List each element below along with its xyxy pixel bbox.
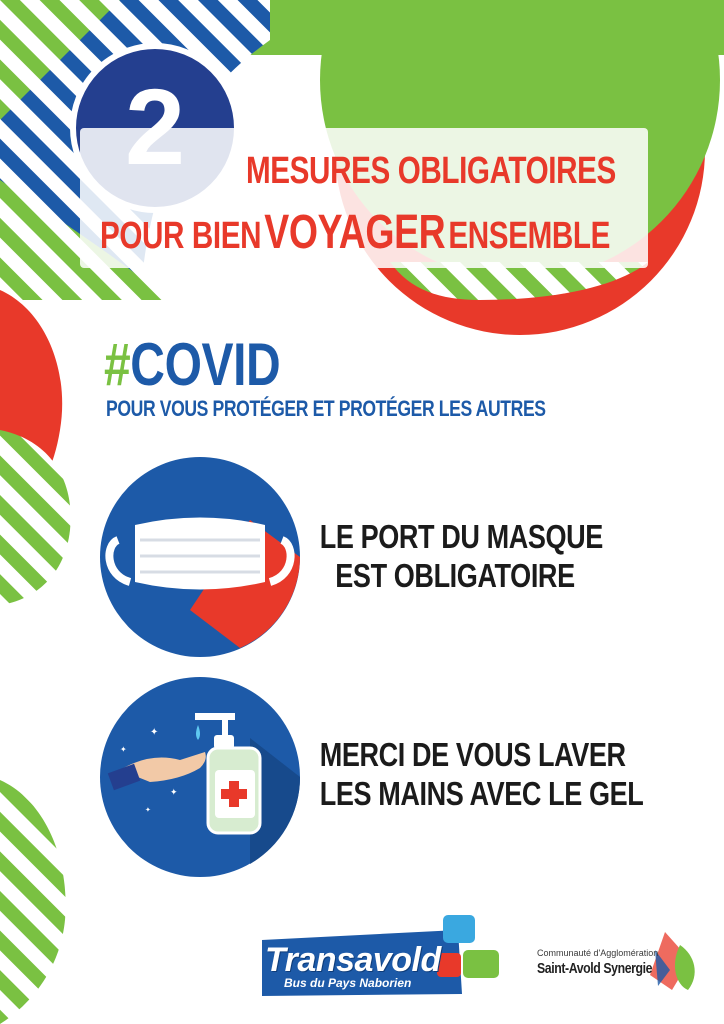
title-line-2-emphasis: VOYAGER xyxy=(264,206,446,259)
partner-name: Saint-Avold Synergie xyxy=(537,960,653,977)
green-stripes-bottom xyxy=(0,780,66,1024)
green-stripes-left xyxy=(0,430,71,605)
brand-name: Transavold xyxy=(265,941,441,979)
measure-mask-text xyxy=(319,517,603,595)
hand-sanitizer-icon xyxy=(100,677,300,877)
title-line-2-pre: POUR BIEN xyxy=(100,215,262,257)
covid-word: COVID xyxy=(130,331,281,398)
covid-hash: # xyxy=(104,331,131,398)
svg-text:✦: ✦ xyxy=(120,745,127,754)
measure-gel-text xyxy=(319,735,644,813)
svg-text:✦: ✦ xyxy=(145,807,151,814)
title-line-1: MESURES OBLIGATOIRES xyxy=(246,150,616,192)
svg-text:✦: ✦ xyxy=(170,787,178,797)
measure-gel-line-2: LES MAINS AVEC LE GEL xyxy=(319,775,644,812)
saint-avold-synergie-logo xyxy=(650,932,695,990)
face-mask-icon xyxy=(100,457,300,657)
title-line-2 xyxy=(100,205,610,260)
title-line-2-post: ENSEMBLE xyxy=(448,215,610,257)
covid-subtitle: POUR VOUS PROTÉGER ET PROTÉGER LES AUTRES xyxy=(106,396,546,421)
svg-text:✦: ✦ xyxy=(150,727,159,738)
partner-label-small: Communauté d'Agglomération xyxy=(537,948,659,958)
brand-tagline: Bus du Pays Naborien xyxy=(284,976,412,990)
measure-mask-line-1: LE PORT DU MASQUE xyxy=(319,518,603,555)
measure-mask-line-2: EST OBLIGATOIRE xyxy=(335,557,575,594)
covid-title xyxy=(104,330,280,399)
badge-number: 2 xyxy=(124,66,186,187)
measure-gel-line-1: MERCI DE VOUS LAVER xyxy=(319,736,626,773)
